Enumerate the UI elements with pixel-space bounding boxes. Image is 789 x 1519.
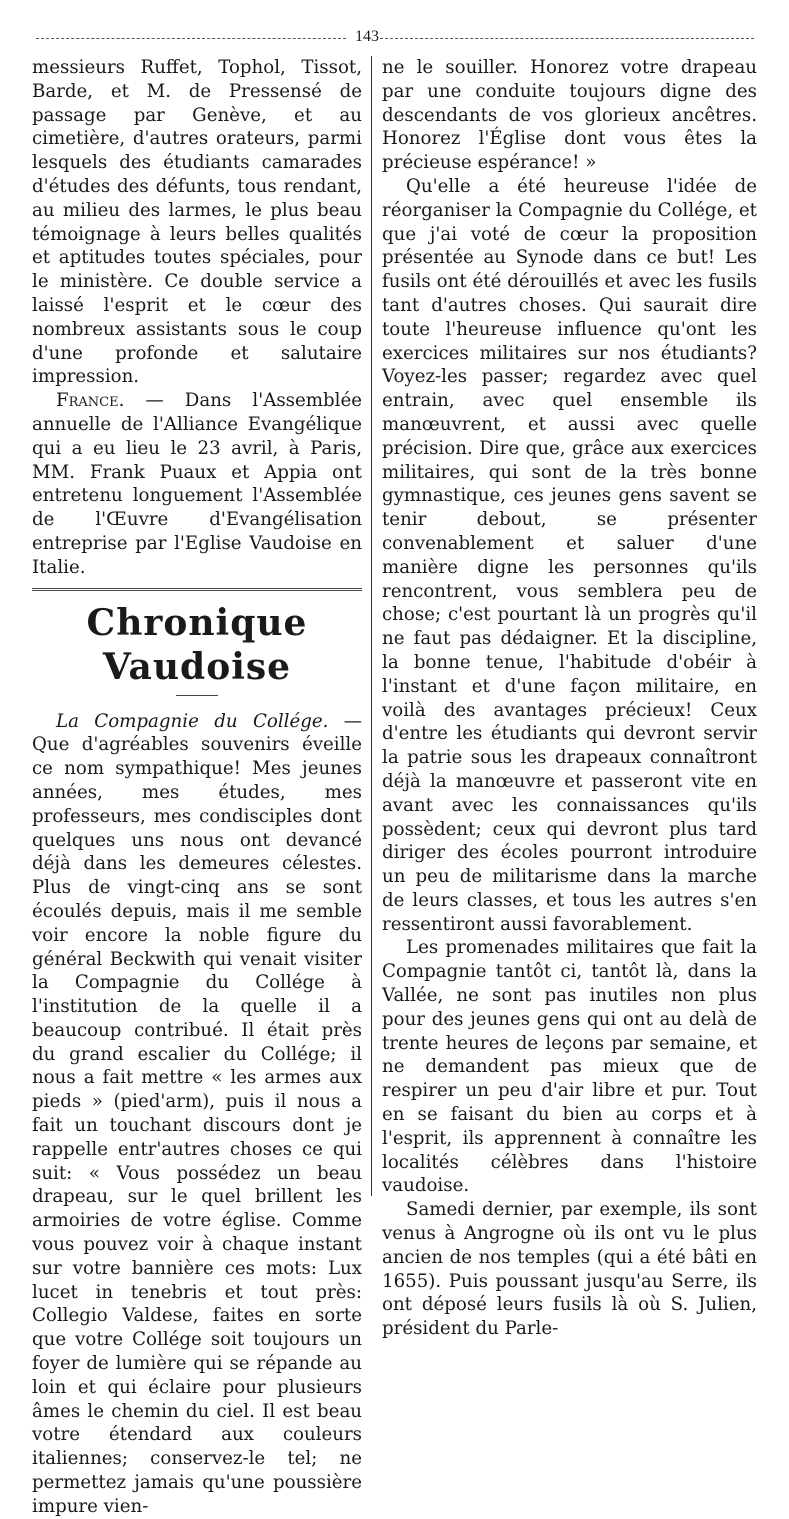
article-heading: La Compagnie du Collége. (56, 710, 329, 732)
title-underline (176, 695, 218, 696)
right-paragraph-1: ne le souiller. Honorez votre drapeau par une conduite toujours digne des descendants de vos glorieux ancêtres. Honorez l'Église dont vous êtes la précieuse espérance! » (382, 57, 757, 174)
column-divider (371, 56, 372, 1196)
header-rule-left (36, 38, 346, 39)
left-column (32, 56, 362, 1519)
country-label: France. (56, 390, 125, 412)
left-paragraph-3-text: — Que d'agréables souvenirs éveille ce nom sympathique! Mes jeunes années, mes études, mes professeurs, mes condisciples dont quelques uns nous ont devancé déjà dans les demeures célestes. Plus de vingt-cinq ans se sont écoulés depuis, mais il me semble voir encore la noble figure du général Beckwith qui venait visiter la Compagnie du Collége à l'institution de la quelle il a beaucoup contribué. Il était près du grand escalier du Collége; il nous a fait mettre « les armes aux pieds » (pied'arm), puis il nous a fait un touchant discours dont je rappelle entr'autres choses ce qui suit: « Vous possédez un beau drapeau, sur le quel brillent les armoiries de votre église. Comme vous pouvez voir à chaque instant sur votre bannière ces mots: Lux lucet in tenebris et tout près: Collegio Valdese, faites en sorte que votre Collége soit toujours un foyer de lumière qui se répande au loin et qui éclaire pour plusieurs âmes le chemin du ciel. Il est beau votre étendard aux couleurs italiennes; conservez-le tel; ne permettez jamais qu'une poussière impure vien- (32, 710, 362, 1517)
right-column (382, 56, 757, 1341)
left-paragraph-2-text: — Dans l'Assemblée annuelle de l'Alliance Evangélique qui a eu lieu le 23 avril, à Paris, MM. Frank Puaux et Appia ont entretenu longuement l'Assemblée de l'Œuvre d'Evangélisation entreprise par l'Eglise Vaudoise en Italie. (32, 390, 362, 578)
left-paragraph-2 (32, 389, 362, 579)
section-separator (32, 588, 362, 591)
header-rule-right (380, 38, 754, 39)
right-paragraph-2: Qu'elle a été heureuse l'idée de réorganiser la Compagnie du Collége, et que j'ai voté de cœur la proposition présentée au Synode dans ce but! Les fusils ont été dérouillés et avec les fusils tant d'autres choses. Qui saurait dire toute l'heureuse influence qu'ont les exercices militaires sur nos étudiants? Voyez-les passer; regardez avec quel entrain, avec quel ensemble ils manœuvrent, et aussi avec quelle précision. Dire que, grâce aux exercices militaires, qui sont de la très bonne gymnastique, ces jeunes gens savent se tenir debout, se présenter convenablement et saluer d'une manière digne les personnes qu'ils rencontrent, vous semblera peu de chose; c'est pourtant là un progrès qu'il ne faut pas dédaigner. Et la discipline, la bonne tenue, l'habitude d'obéir à l'instant et d'une façon militaire, en voilà des avantages précieux! Ceux d'entre les étudiants qui devront servir la patrie sous les drapeaux connaîtront déjà la manœuvre et passeront vite en avant avec les connaissances qu'ils possèdent; ceux qui devront plus tard diriger des écoles pourront introduire un peu de militarisme dans la marche de leurs classes, et tous les autres s'en ressentiront aussi favorablement. (382, 175, 757, 935)
left-paragraph-1: messieurs Ruffet, Tophol, Tissot, Barde, et M. de Pressensé de passage par Genève, et au cimetière, d'autres orateurs, parmi lesquels des étudiants camarades d'études des défunts, tous rendant, au milieu des larmes, le plus beau témoignage à leurs belles qualités et aptitudes toutes spéciales, pour le ministère. Ce double service a laissé l'esprit et le cœur des nombreux assistants sous le coup d'une profonde et salutaire impression. (32, 57, 362, 388)
right-paragraph-3: Les promenades militaires que fait la Compagnie tantôt ci, tantôt là, dans la Vallée, ne sont pas inutiles non plus pour des jeunes gens qui ont au delà de trente heures de leçons par semaine, et ne demandent pas mieux que de respirer un peu d'air libre et pur. Tout en se faisant du bien au corps et à l'esprit, ils apprennent à connaître les localités célèbres dans l'histoire vaudoise. (382, 937, 757, 1197)
page-number: 143 (355, 28, 379, 45)
right-paragraph-4: Samedi dernier, par exemple, ils sont venus à Angrogne où ils ont vu le plus ancien de nos temples (qui a été bâti en 1655). Puis poussant jusqu'au Serre, ils ont déposé leurs fusils là où S. Julien, président du Parle- (382, 1199, 757, 1340)
section-title: Chronique Vaudoise (86, 601, 308, 688)
left-paragraph-3 (32, 710, 362, 1519)
